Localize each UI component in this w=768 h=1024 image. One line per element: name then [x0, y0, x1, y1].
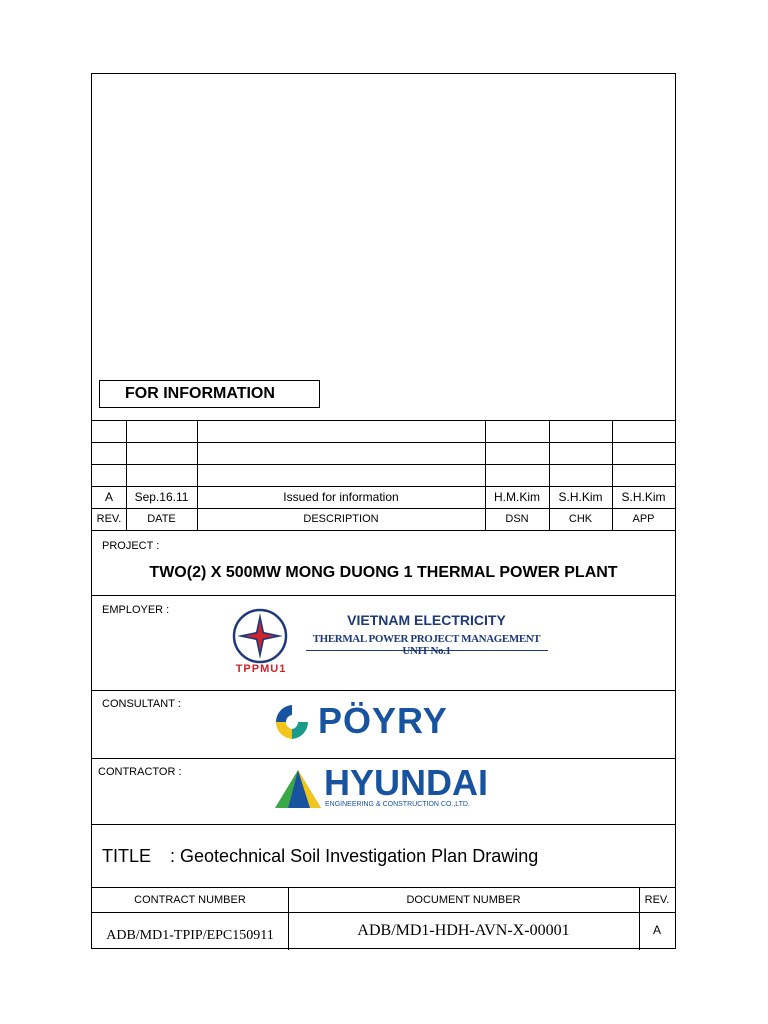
rev-table-line	[92, 420, 675, 421]
employer-org: VIETNAM ELECTRICITY	[347, 612, 506, 628]
project-label: PROJECT :	[102, 540, 160, 552]
dsn-cell: H.M.Kim	[494, 490, 540, 504]
description-header: DESCRIPTION	[303, 513, 379, 525]
contractor-sub: ENGINEERING & CONSTRUCTION CO.,LTD.	[325, 801, 470, 808]
contract-number-header: CONTRACT NUMBER	[134, 894, 246, 906]
document-number: ADB/MD1-HDH-AVN-X-00001	[357, 922, 570, 939]
project-name: TWO(2) X 500MW MONG DUONG 1 THERMAL POWER PLANT	[149, 564, 618, 581]
title-value: : Geotechnical Soil Investigation Plan Drawing	[170, 846, 539, 866]
contractor-label: CONTRACTOR :	[98, 766, 182, 778]
contract-number: ADB/MD1-TPIP/EPC150911	[106, 928, 274, 943]
title-label: TITLE	[102, 846, 152, 866]
consultant-name: PÖYRY	[318, 700, 448, 741]
drawing-title	[102, 846, 538, 867]
date-cell: Sep.16.11	[134, 490, 189, 504]
section-divider	[92, 824, 675, 825]
poyry-swirl-icon	[272, 702, 312, 742]
date-header: DATE	[147, 513, 176, 525]
employer-unit: THERMAL POWER PROJECT MANAGEMENT UNIT No.1	[312, 633, 541, 657]
employer-abbr: TPPMU1	[235, 663, 287, 675]
chk-header: CHK	[568, 513, 593, 525]
app-cell: S.H.Kim	[621, 490, 666, 504]
rev-header: REV.	[96, 513, 122, 525]
description-cell: Issued for information	[283, 490, 399, 504]
rev-number-header: REV.	[644, 894, 670, 906]
contractor-name: HYUNDAI	[324, 762, 489, 803]
app-header: APP	[632, 513, 655, 525]
dsn-header: DSN	[505, 513, 529, 525]
for-information-stamp: FOR INFORMATION	[99, 380, 320, 408]
hyundai-triangle-icon	[274, 769, 322, 809]
chk-cell: S.H.Kim	[558, 490, 603, 504]
section-divider	[92, 758, 675, 759]
rev-table-line	[92, 442, 675, 443]
rev-number: A	[652, 923, 661, 937]
consultant-label: CONSULTANT :	[102, 698, 181, 710]
numbers-header-divider	[92, 912, 675, 913]
rev-table-line	[92, 530, 675, 531]
rev-table-line	[92, 464, 675, 465]
document-number-header: DOCUMENT NUMBER	[406, 894, 521, 906]
employer-underline	[306, 650, 548, 651]
section-divider	[92, 595, 675, 596]
employer-label: EMPLOYER :	[102, 604, 170, 616]
section-divider	[92, 690, 675, 691]
section-divider	[92, 887, 675, 888]
rev-cell: A	[104, 490, 113, 504]
title-block-frame	[91, 73, 676, 949]
